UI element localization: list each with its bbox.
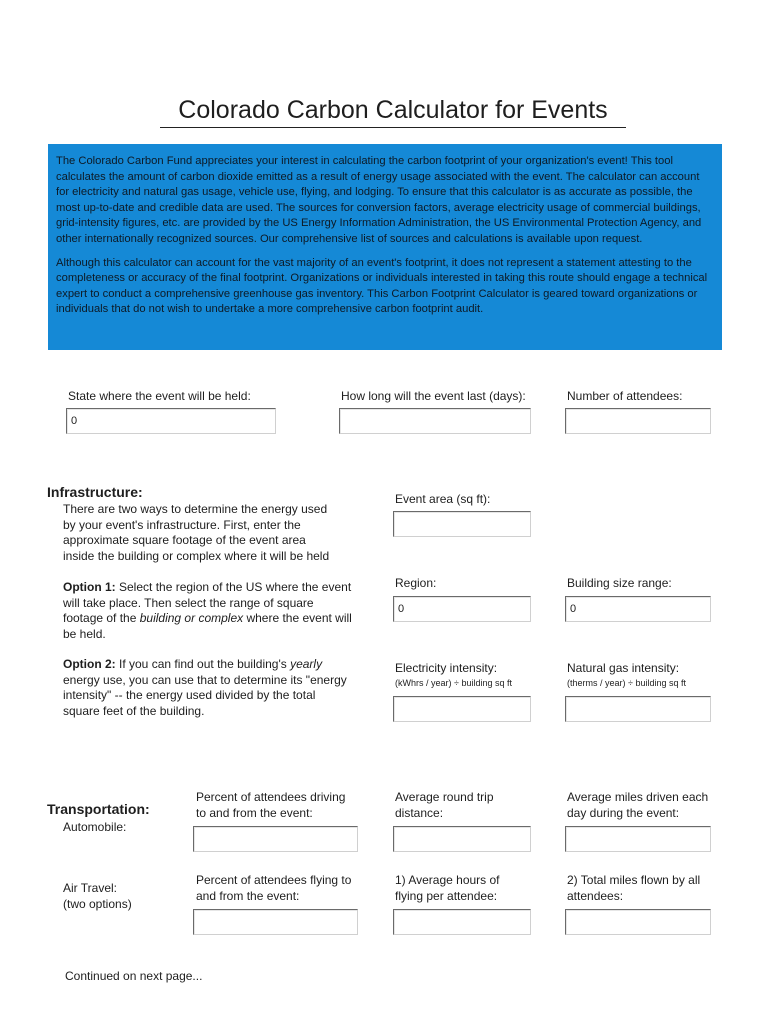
attendees-input[interactable] (565, 408, 711, 434)
electricity-intensity-label: Electricity intensity: (395, 661, 498, 675)
gas-intensity-unit: (therms / year) ÷ building sq ft (567, 678, 686, 688)
air-travel-options-label: (two options) (63, 897, 132, 911)
air-travel-label: Air Travel: (63, 881, 118, 895)
round-trip-input[interactable] (393, 826, 531, 852)
flying-percent-input[interactable] (193, 909, 358, 935)
days-input[interactable] (339, 408, 531, 434)
driving-percent-input[interactable] (193, 826, 358, 852)
gas-intensity-label: Natural gas intensity: (567, 661, 680, 675)
state-input[interactable] (66, 408, 276, 434)
building-size-select[interactable] (565, 596, 711, 622)
region-select[interactable] (393, 596, 531, 622)
miles-flown-label: 2) Total miles flown by all attendees: (567, 873, 701, 903)
infrastructure-heading: Infrastructure: (47, 484, 143, 500)
miles-per-day-label: Average miles driven each day during the event: (567, 790, 709, 820)
region-label: Region: (395, 576, 437, 590)
option2-label: Option 2: (63, 657, 116, 671)
infrastructure-description: There are two ways to determine the energy used by your event's infrastructure. First, enter the approximate square footage of the event area inside the building or complex where it will be held (63, 502, 330, 563)
option1-label: Option 1: (63, 580, 116, 594)
option1-text-a: Select the region of the US where the event will take place. Then select the range of square footage of the (63, 580, 352, 626)
intro-box (48, 144, 722, 350)
option2-text (63, 657, 353, 719)
driving-percent-label: Percent of attendees driving to and from the event: (196, 790, 346, 820)
automobile-label: Automobile: (63, 820, 127, 834)
flying-hours-input[interactable] (393, 909, 531, 935)
intro-paragraph-2: Although this calculator can account for the vast majority of an event's footprint, it does not represent a statement attesting to the completeness or accuracy of the final footprint. Organizations or individuals interested in taking this route should engage a technical expert to conduct a comprehensive greenhouse gas inventory. This Carbon Footprint Calculator is geared toward organizations or individuals that do not wish to undertake a more comprehensive carbon footprint audit. (56, 256, 708, 316)
option1-text (63, 580, 353, 642)
intro-paragraph-1: The Colorado Carbon Fund appreciates your interest in calculating the carbon footprint of your organization's event! This tool calculates the amount of carbon dioxide emitted as a result of energy usage associated with the event. The calculator can account for electricity and natural gas usage, vehicle use, flying, and lodging. To ensure that this calculator is as accurate as possible, the most up-to-date and credible data are used. The sources for conversion factors, average electricity usage of commercial buildings, grid-intensity figures, etc. are provided by the US Energy Information Administration, the US Environmental Protection Agency, and other internationally recognized sources. Our comprehensive list of sources and calculations is available upon request. (56, 155, 702, 245)
option1-emphasis: building or complex (139, 611, 244, 626)
miles-per-day-input[interactable] (565, 826, 711, 852)
option1-text-b: where the event will be held. (63, 611, 352, 641)
round-trip-label: Average round trip distance: (395, 790, 494, 820)
miles-flown-input[interactable] (565, 909, 711, 935)
event-area-label: Event area (sq ft): (395, 492, 491, 506)
option2-text-b: energy use, you can use that to determine its "energy intensity" -- the energy used divided by the total square feet of the building. (63, 672, 347, 718)
option2-text-a: If you can find out the building's (115, 657, 291, 671)
page-title: Colorado Carbon Calculator for Events (160, 96, 626, 128)
transportation-heading: Transportation: (47, 801, 150, 817)
event-area-input[interactable] (393, 511, 531, 537)
flying-percent-label: Percent of attendees flying to and from the event: (196, 873, 352, 903)
building-size-label: Building size range: (567, 576, 672, 590)
electricity-intensity-unit: (kWhrs / year) ÷ building sq ft (395, 678, 512, 688)
attendees-label: Number of attendees: (567, 389, 683, 403)
continued-note: Continued on next page... (65, 969, 203, 983)
days-label: How long will the event last (days): (341, 389, 526, 403)
electricity-intensity-input[interactable] (393, 696, 531, 722)
flying-hours-label: 1) Average hours of flying per attendee: (395, 873, 500, 903)
state-label: State where the event will be held: (68, 389, 251, 403)
option2-emphasis: yearly (290, 657, 323, 671)
gas-intensity-input[interactable] (565, 696, 711, 722)
